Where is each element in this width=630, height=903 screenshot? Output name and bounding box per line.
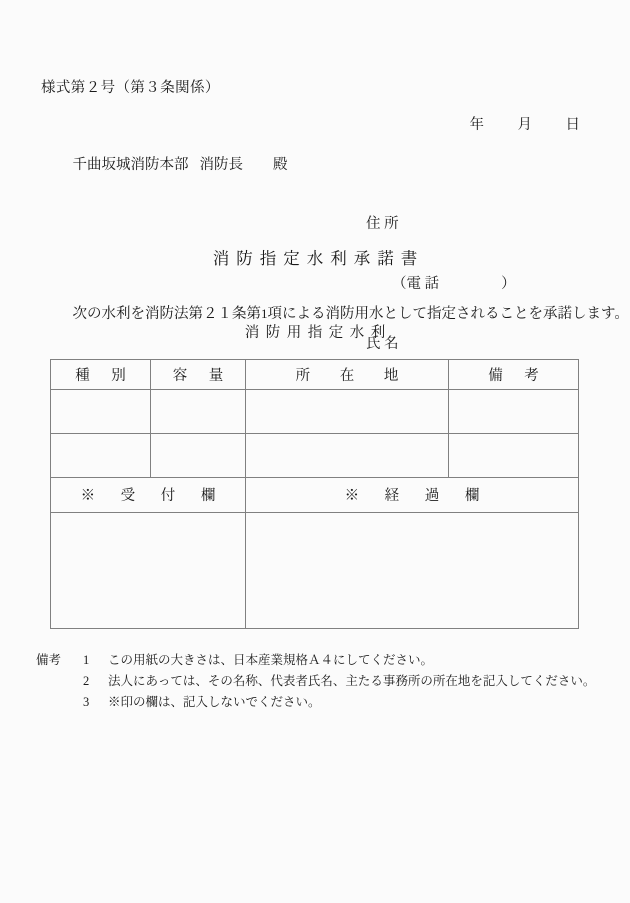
note-item bbox=[36, 671, 595, 692]
header-cell-remarks: 備 考 bbox=[449, 360, 579, 390]
notes-block bbox=[36, 650, 595, 713]
cell-remarks[interactable] bbox=[449, 434, 579, 478]
table-section-header-row bbox=[51, 478, 579, 512]
cell-type[interactable] bbox=[51, 390, 151, 434]
section-subtitle: 消防用指定水利 bbox=[244, 325, 392, 341]
note-item bbox=[36, 650, 595, 671]
addressee-organization: 千曲坂城消防本部 bbox=[72, 157, 189, 173]
body-sentence-part1: 次の水利を消防法第２１条第 bbox=[72, 306, 261, 322]
date-day-label: 日 bbox=[565, 117, 580, 133]
addressee-honorific: 殿 bbox=[273, 157, 288, 173]
note-text: この用紙の大きさは、日本産業規格Ａ４にしてください。 bbox=[108, 653, 434, 667]
applicant-phone-label: （電 話 bbox=[392, 276, 440, 292]
cell-capacity[interactable] bbox=[151, 434, 246, 478]
cell-type[interactable] bbox=[51, 434, 151, 478]
applicant-name-label: 氏 名 bbox=[366, 336, 399, 352]
notes-label: 備考 bbox=[36, 653, 62, 667]
date-month-label: 月 bbox=[517, 117, 532, 133]
addressee-title: 消防長 bbox=[199, 157, 243, 173]
cell-location[interactable] bbox=[246, 434, 449, 478]
note-text: ※印の欄は、記入しないでください。 bbox=[108, 695, 321, 709]
water-source-table-wrapper bbox=[50, 359, 578, 629]
document-title: 消防指定水利承諾書 bbox=[212, 249, 425, 268]
date-year-label: 年 bbox=[469, 117, 484, 133]
table-section-body-row bbox=[51, 512, 579, 628]
cell-location[interactable] bbox=[246, 390, 449, 434]
note-item bbox=[36, 692, 595, 713]
table-row bbox=[51, 390, 579, 434]
header-cell-location: 所 在 地 bbox=[246, 360, 449, 390]
cell-remarks[interactable] bbox=[449, 390, 579, 434]
cell-capacity[interactable] bbox=[151, 390, 246, 434]
note-number: 1 bbox=[83, 653, 90, 667]
section-header-progress: ※ 経 過 欄 bbox=[246, 478, 579, 512]
body-sentence-part2: 項による消防用水として指定されることを承諾します。 bbox=[267, 306, 629, 322]
note-text: 法人にあっては、その名称、代表者氏名、主たる事務所の所在地を記入してください。 bbox=[108, 674, 596, 688]
section-body-progress[interactable] bbox=[246, 512, 579, 628]
addressee-line bbox=[58, 136, 288, 191]
note-number: 3 bbox=[83, 695, 90, 709]
header-cell-type: 種 別 bbox=[51, 360, 151, 390]
body-sentence-clause-number: 1 bbox=[261, 306, 268, 321]
note-number: 2 bbox=[83, 674, 90, 688]
applicant-address-label: 住 所 bbox=[366, 216, 399, 232]
section-body-reception[interactable] bbox=[51, 512, 246, 628]
header-cell-capacity: 容 量 bbox=[151, 360, 246, 390]
water-source-table bbox=[50, 359, 579, 629]
table-row bbox=[51, 434, 579, 478]
form-number: 様式第２号（第３条関係） bbox=[41, 80, 220, 96]
table-header-row bbox=[51, 360, 579, 390]
applicant-phone-close-paren: ） bbox=[501, 276, 516, 292]
section-header-reception: ※ 受 付 欄 bbox=[51, 478, 246, 512]
date-line bbox=[455, 96, 580, 151]
